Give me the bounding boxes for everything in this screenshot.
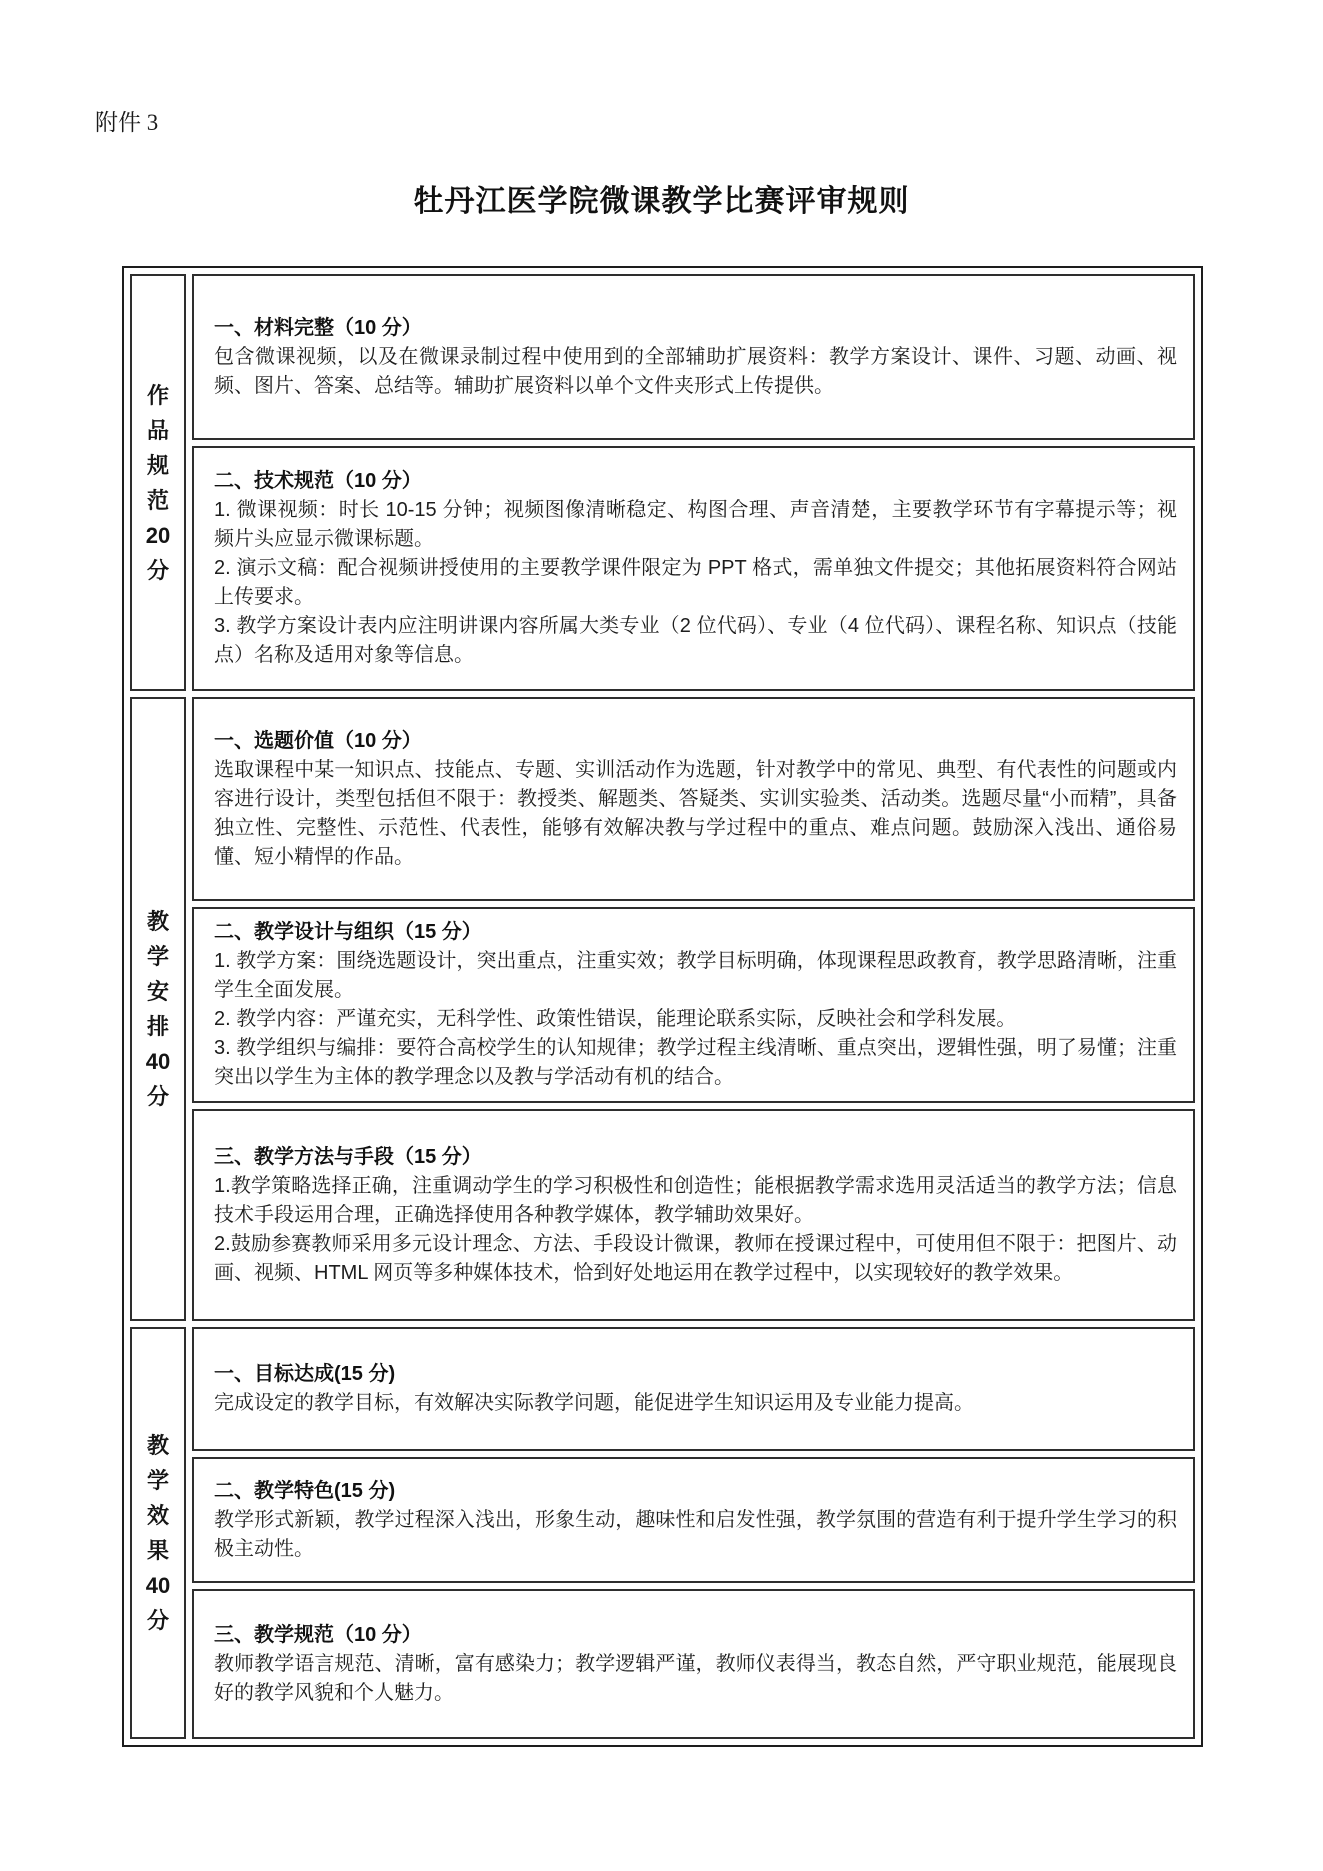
criterion-paragraph: 教师教学语言规范、清晰，富有感染力；教学逻辑严谨，教师仪表得当，教态自然，严守职业规范，能展现良好的教学风貌和个人魅力。 (214, 1652, 1177, 1704)
criterion-paragraph: 选取课程中某一知识点、技能点、专题、实训活动作为选题，针对教学中的常见、典型、有代表性的问题或内容进行设计，类型包括但不限于：教授类、解题类、答疑类、实训实验类、活动类。选题尽量“小而精”，具备独立性、完整性、示范性、代表性，能够有效解决教与学过程中的重点、难点问题。鼓励深入浅出、通俗易懂、短小精悍的作品。 (214, 758, 1177, 868)
criterion-paragraph: 完成设定的教学目标，有效解决实际教学问题，能促进学生知识运用及专业能力提高。 (214, 1392, 974, 1414)
criterion-cell-methods-means (192, 1109, 1195, 1321)
group-header-char: 分 (146, 1608, 169, 1633)
criterion-paragraph: 2.鼓励参赛教师采用多元设计理念、方法、手段设计微课，教师在授课过程中，可使用但不限于：把图片、动画、视频、HTML 网页等多种媒体技术，恰到好处地运用在教学过程中，以实现较好的教学效果。 (214, 1232, 1177, 1284)
group-header-char: 规 (146, 452, 169, 478)
table-row (130, 1327, 1195, 1451)
table-row (130, 697, 1195, 901)
group-header-char: 学 (146, 944, 169, 969)
group-header-char: 排 (146, 1014, 169, 1039)
table-row (130, 274, 1195, 440)
criterion-paragraph: 3. 教学方案设计表内应注明讲课内容所属大类专业（2 位代码）、专业（4 位代码）、课程名称、知识点（技能点）名称及适用对象等信息。 (214, 615, 1177, 666)
criterion-cell-material-completeness (192, 274, 1195, 440)
table-row (130, 1589, 1195, 1739)
table-row (130, 446, 1195, 691)
criterion-paragraph: 2. 教学内容：严谨充实，无科学性、政策性错误，能理论联系实际，反映社会和学科发展。 (214, 1008, 1017, 1030)
criterion-heading: 二、教学设计与组织（15 分） (214, 921, 482, 943)
criterion-cell-teaching-features (192, 1457, 1195, 1583)
criterion-paragraph: 3. 教学组织与编排：要符合高校学生的认知规律；教学过程主线清晰、重点突出，逻辑性强，明了易懂；注重突出以学生为主体的教学理念以及教与学活动有机的结合。 (214, 1037, 1177, 1088)
group-header-teaching-arrangement (130, 697, 186, 1321)
rubric-table-container (122, 266, 1203, 1747)
criterion-heading: 二、教学特色(15 分) (214, 1479, 396, 1502)
table-row (130, 907, 1195, 1103)
criterion-cell-topic-value (192, 697, 1195, 901)
group-header-teaching-effect (130, 1327, 186, 1739)
group-header-char: 范 (146, 487, 169, 513)
group-header-char: 效 (146, 1503, 169, 1528)
attachment-label: 附件 3 (95, 110, 159, 135)
table-row (130, 1457, 1195, 1583)
criterion-cell-goal-achievement (192, 1327, 1195, 1451)
criterion-heading: 三、教学方法与手段（15 分） (214, 1145, 482, 1168)
criterion-heading: 一、选题价值（10 分） (214, 729, 422, 752)
criterion-paragraph: 1.教学策略选择正确，注重调动学生的学习积极性和创造性；能根据教学需求选用灵活适当的教学方法；信息技术手段运用合理，正确选择使用各种教学媒体，教学辅助效果好。 (214, 1174, 1177, 1226)
group-header-char: 40 (145, 1049, 171, 1074)
group-header-char: 分 (146, 557, 169, 583)
group-header-char: 安 (146, 979, 169, 1004)
group-header-char: 分 (146, 1084, 169, 1109)
criterion-heading: 一、目标达成(15 分) (214, 1363, 396, 1385)
criterion-cell-technical-standard (192, 446, 1195, 691)
criterion-heading: 一、材料完整（10 分） (214, 316, 422, 339)
criterion-cell-design-organization (192, 907, 1195, 1103)
criterion-paragraph: 包含微课视频，以及在微课录制过程中使用到的全部辅助扩展资料：教学方案设计、课件、习题、动画、视频、图片、答案、总结等。辅助扩展资料以单个文件夹形式上传提供。 (214, 345, 1177, 397)
group-header-char: 学 (146, 1468, 169, 1493)
criterion-paragraph: 1. 教学方案：围绕选题设计，突出重点，注重实效；教学目标明确，体现课程思政教育，教学思路清晰，注重学生全面发展。 (214, 950, 1177, 1001)
rubric-table (122, 266, 1203, 1747)
group-header-char: 品 (146, 417, 169, 443)
table-row (130, 1109, 1195, 1321)
criterion-cell-teaching-norms (192, 1589, 1195, 1739)
criterion-heading: 二、技术规范（10 分） (214, 470, 422, 492)
group-header-char: 教 (146, 1433, 169, 1458)
group-header-char: 20 (145, 522, 171, 548)
group-header-char: 果 (146, 1538, 169, 1563)
group-header-char: 教 (146, 909, 169, 934)
page-title: 牡丹江医学院微课教学比赛评审规则 (413, 185, 910, 218)
criterion-paragraph: 教学形式新颖，教学过程深入浅出，形象生动，趣味性和启发性强，教学氛围的营造有利于提升学生学习的积极主动性。 (214, 1508, 1177, 1560)
group-header-char: 40 (145, 1573, 171, 1598)
criterion-heading: 三、教学规范（10 分） (214, 1623, 422, 1646)
criterion-paragraph: 2. 演示文稿：配合视频讲授使用的主要教学课件限定为 PPT 格式，需单独文件提交；其他拓展资料符合网站上传要求。 (214, 557, 1177, 608)
group-header-char: 作 (146, 382, 169, 408)
criterion-paragraph: 1. 微课视频：时长 10-15 分钟；视频图像清晰稳定、构图合理、声音清楚，主要教学环节有字幕提示等；视频片头应显示微课标题。 (214, 499, 1177, 550)
group-header-work-standard (130, 274, 186, 691)
